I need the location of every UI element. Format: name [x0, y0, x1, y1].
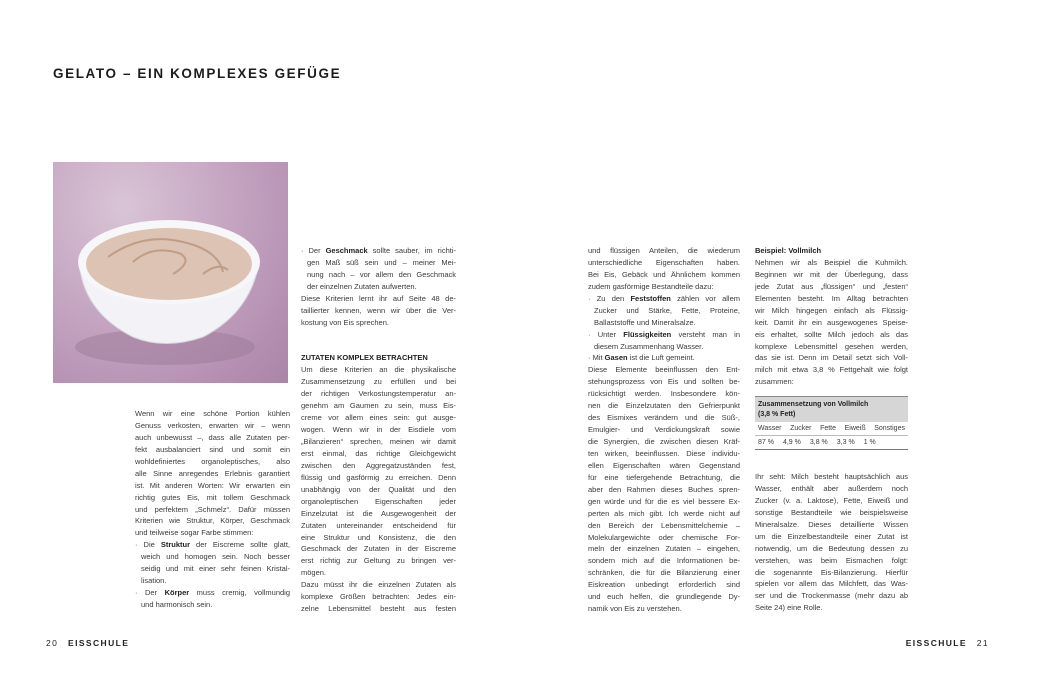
bold-term: Feststoffen: [630, 293, 671, 303]
text-line: den Bereich der Lebensmittelchemie –: [588, 520, 740, 530]
text-line: keit. Damit ihr ein ausgewogenes Speise-: [755, 317, 908, 327]
text-line: ellen Eigenschaften wären Gegenstand: [588, 460, 740, 470]
text-line: wir Milch hingegen einfach als Flüssig-: [755, 305, 908, 315]
text-line: Seite 24) eine Rolle.: [755, 603, 823, 613]
footer-left: [40, 638, 129, 648]
text-line: Elementen besteht. Im Alltag betrachten: [755, 293, 908, 303]
bold-term: Struktur: [160, 540, 190, 550]
table-title: [755, 396, 908, 422]
table-header-row: [755, 422, 908, 436]
text-line: mögen.: [301, 568, 327, 578]
text-line: und harmonisch sein.: [141, 600, 213, 609]
text-line: unterschiedliche Eigenschaften haben.: [588, 257, 740, 267]
text-line: und perfektem „Schmelz“. Dafür müssen: [135, 504, 290, 514]
text-line: organoleptischen Eigenschaften jeder: [301, 496, 456, 506]
text-line: milch mit etwa 3,8 % Fettgehalt wie folgt: [755, 365, 908, 375]
text-line: und flüssigen Anteilen, die wiederum: [588, 246, 740, 255]
spacer: [301, 341, 456, 353]
text-segment: muss cremig, vollmundig: [189, 588, 291, 598]
text-line: [588, 329, 740, 341]
text-line: taillierter kennen, wenn wir über die Ver-: [301, 305, 456, 315]
text-line: die Synergien, die zwischen diesen Kräf-: [588, 437, 740, 446]
page-title: GELATO – EIN KOMPLEXES GEFÜGE: [53, 66, 342, 81]
spacer: [301, 329, 456, 341]
text-line: fekt ausbalanciert sind und somit ein: [135, 444, 290, 454]
bold-term: Geschmack: [325, 246, 368, 255]
text-line: Zutaten untereinander entscheidend für: [301, 520, 456, 530]
text-line: spielen vor allem das Milchfett, das Was-: [755, 579, 908, 589]
text-segment: zählen vor allem: [670, 293, 740, 303]
text-line: der richtigen Verkostungstemperatur an-: [301, 389, 456, 399]
text-line: eine Struktur und Konsistenz, die den: [301, 532, 456, 542]
text-line: rücksichtigt werden. Insbesondere kön-: [588, 389, 740, 399]
text-line: Diese Elemente beeinflussen den Ent-: [588, 365, 740, 375]
milk-composition-table: [755, 396, 908, 450]
text-line: komplexe Lebensmittel gesehen werden,: [755, 341, 908, 351]
text-line: der einzelnen Zutaten aufwerten.: [307, 281, 417, 291]
gelato-bowl-photo: [53, 162, 288, 383]
table-cell: 3,3 %: [836, 439, 855, 446]
text-line: Nehmen wir als Beispiel die Kuhmilch.: [755, 257, 908, 267]
text-line: auch unbewusst –, dass alle Zutaten per-: [135, 432, 290, 442]
column-3-body-text: [588, 245, 740, 615]
section-heading: ZUTATEN KOMPLEX BETRACHTEN: [301, 353, 428, 363]
text-line: um die Einzelbestandteile einer Zutat ist: [755, 531, 908, 541]
text-line: zusammen:: [755, 377, 794, 387]
text-line: verstehen, was beim Eismachen folgt:: [755, 555, 908, 565]
text-segment: · Mit: [588, 353, 605, 363]
text-line: nen die Einzelzutaten den Gefrierpunkt: [588, 401, 740, 411]
text-line: Diese Kriterien lernt ihr auf Seite 48 de-: [301, 293, 456, 303]
book-section-label-left: EISSCHULE: [68, 638, 130, 648]
table-header-cell: Sonstiges: [874, 425, 905, 432]
text-line: Beginnen wir mit der Überlegung, dass: [755, 269, 908, 279]
text-line: [588, 352, 740, 364]
section-heading: Beispiel: Vollmilch: [755, 246, 822, 255]
text-line: Ballaststoffe und Mineralsalze.: [594, 317, 696, 327]
text-line: Molekulargewichte oder chemische For-: [588, 532, 740, 542]
text-line: nung nach – vor allem den Geschmack: [307, 269, 456, 279]
text-line: erst richtig zur Geltung zu bringen ver-: [301, 556, 456, 566]
text-line: genehm am Gaumen zu sein, muss Eis-: [301, 401, 456, 411]
text-line: perten als mich gibt. Ich werde nicht auf: [588, 508, 740, 518]
text-line: für eine tiefergehende Betrachtung, die: [588, 472, 740, 482]
text-line: zelne Lebensmittel besteht aus festen: [301, 604, 456, 614]
text-line: Um diese Kriterien an die physikalische: [301, 365, 456, 375]
text-line: und euch helfen, die grundlegende Dy-: [588, 592, 740, 602]
table-header-cell: Eiweiß: [844, 425, 866, 432]
text-line: erst einmal, das richtige Gleichgewicht: [301, 448, 456, 458]
table-header-cell: Zucker: [790, 425, 812, 432]
text-line: und teilweise sogar Farbe stimmen:: [135, 528, 254, 538]
text-line: Einzelzutat ist die Ausgewogenheit der: [301, 508, 456, 518]
bold-term: Körper: [164, 588, 190, 598]
text-line: meln der einzelnen Zutaten – eingehen,: [588, 544, 740, 554]
text-line: komplexe Größen betrachten: Jedes ein-: [301, 592, 456, 602]
text-line: Zusammensetzung zu erfüllen und bei: [301, 377, 456, 387]
text-line: schränken, die für die Bilanzierung einer: [588, 568, 740, 578]
text-line: wogen. Wenn wir in der Eisdiele vom: [301, 425, 456, 435]
text-line: Zucker (v. a. Laktose), Fette, Eiweiß und: [755, 495, 908, 505]
text-line: jede Zutat aus „flüssigen“ und „festen“: [755, 281, 908, 291]
text-line: Eiskreation unbedingt erforderlich sind: [588, 580, 740, 590]
text-line: sonstige Bestandteile wie beispielsweise: [755, 507, 908, 517]
text-segment: · Unter: [588, 329, 624, 339]
text-segment: · Zu den: [588, 293, 631, 303]
column-4-conclusion-text: [755, 471, 908, 614]
text-line: Genuss verkosten, erwarten wir – wenn: [135, 420, 290, 430]
text-line: [135, 587, 290, 599]
text-segment: · Der: [301, 246, 326, 255]
text-line: Kriterien wie Struktur, Körper, Geschmack: [135, 516, 290, 526]
text-line: das sie ist. Denn im Detail setzt sich Voll-: [755, 353, 908, 363]
text-line: Dazu müsst ihr die einzelnen Zutaten als: [301, 580, 456, 590]
text-line: notwendig, um die Bedeutung dessen zu: [755, 543, 908, 553]
text-line: Emulgier- und Verdickungskraft sowie: [588, 425, 740, 435]
table-cell: 3,8 %: [809, 439, 828, 446]
table-header-cell: Wasser: [758, 425, 782, 432]
text-line: [301, 245, 456, 257]
text-line: gen Maß süß sein und – meiner Mei-: [307, 257, 456, 267]
text-line: lisation.: [141, 576, 167, 586]
text-segment: · Der: [135, 588, 165, 598]
text-segment: ist die Luft gemeint.: [627, 353, 695, 363]
text-line: „Bilanzieren“ sprechen, meinen wir damit: [301, 437, 456, 446]
table-header-cell: Fette: [820, 425, 837, 432]
book-section-label-right: EISSCHULE: [905, 638, 967, 648]
text-line: zudem gasförmige Bestandteile dazu:: [588, 281, 714, 291]
text-line: [588, 293, 740, 305]
text-line: flüssig und gasförmig zu erreichen. Denn: [301, 472, 456, 482]
text-line: richtig gutes Eis, mit tollem Geschmack: [135, 492, 290, 502]
text-segment: der Eiscreme sollte glatt,: [190, 540, 291, 550]
gelato-bowl-illustration: [53, 162, 288, 383]
page-number-left: 20: [46, 638, 59, 648]
column-4-example-text: [755, 245, 908, 388]
page-number-right: 21: [976, 638, 989, 648]
bold-term: Gasen: [604, 353, 628, 363]
text-line: sondern mich auf die Informationen be-: [588, 556, 740, 566]
text-line: die sogenannte Eis-Bilanzierung. Hierfür: [755, 567, 908, 577]
text-line: namik von Eis zu verstehen.: [588, 604, 682, 614]
text-line: ser und die Trockenmasse (mehr dazu ab: [755, 591, 908, 601]
text-line: Bei Eis, Gebäck und Ähnlichem kommen: [588, 269, 740, 279]
column-2-body-text: [301, 245, 456, 615]
text-line: Wasser, enthält aber außerdem noch: [755, 483, 908, 493]
text-line: eis erhaltet, sollte Milch jedoch als das: [755, 329, 908, 339]
text-line: [135, 539, 290, 551]
table-title-line: Zusammensetzung von Vollmilch: [758, 401, 869, 408]
text-segment: · Die: [135, 540, 161, 550]
text-segment: sollte sauber, im richti-: [367, 246, 456, 255]
text-line: Geschmack der Zutaten in der Eiscreme: [301, 544, 456, 554]
text-line: ten wirken, beeinflussen. Diese individu-: [588, 448, 740, 458]
table-cell: 1 %: [863, 439, 876, 446]
text-line: creme vor allem eines sein: gut ausge-: [301, 413, 456, 423]
table-value-row: [755, 436, 908, 450]
text-line: aber den Rahmen dieses Buches spren-: [588, 484, 740, 494]
text-line: kostung von Eis sprechen.: [301, 317, 389, 327]
text-line: Ihr seht: Milch besteht hauptsächlich aus: [755, 472, 908, 481]
text-line: Mineralsalze. Dieses detaillierte Wissen: [755, 519, 908, 529]
text-line: wohldefiniertes organoleptisches, also: [135, 456, 290, 466]
bold-term: Flüssigkeiten: [623, 329, 672, 339]
column-1-body-text: [135, 408, 290, 611]
table-title-line: (3,8 % Fett): [758, 411, 796, 418]
text-line: zwischen den Aggregatzuständen fest,: [301, 460, 456, 470]
text-line: Wenn wir eine schöne Portion kühlen: [135, 409, 290, 418]
text-line: alle Sinne anregendes Erlebnis garantiert: [135, 468, 290, 478]
text-line: seidig und mit einer sehr feinen Kristal-: [141, 564, 290, 574]
text-line: diesem Zusammenhang Wasser.: [594, 341, 704, 351]
text-line: weich und homogen sein. Noch besser: [141, 552, 290, 562]
table-cell: 87 %: [758, 439, 774, 446]
footer-right: [906, 638, 995, 648]
text-line: stehungsprozess von Eis und sollten be-: [588, 377, 740, 387]
text-line: Zucker und Stärke, Fette, Proteine,: [594, 305, 740, 315]
text-line: gen würde und für die es viel bessere Ex-: [588, 496, 740, 506]
text-line: unabhängig von der Qualität und den: [301, 484, 456, 494]
text-line: ist. Mit anderen Worten: Wir erwarten ein: [135, 480, 290, 490]
text-line: des Eismixes verändern und die Süß-,: [588, 413, 740, 423]
text-segment: versteht man in: [671, 329, 740, 339]
table-cell: 4,9 %: [782, 439, 801, 446]
